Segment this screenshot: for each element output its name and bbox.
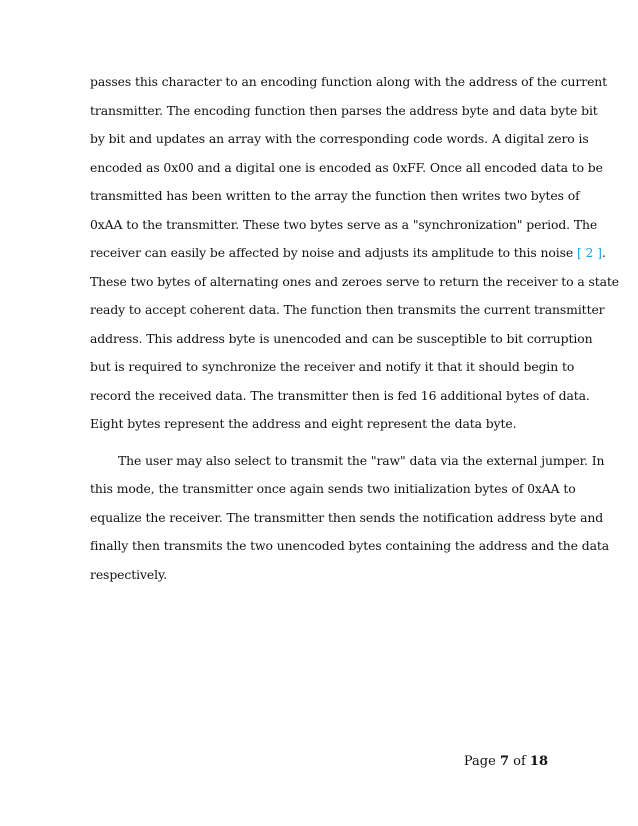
- text-line: passes this character to an encoding function along with the address of the current: [90, 74, 608, 89]
- text-line: respectively.: [90, 566, 168, 582]
- text-line: record the received data. The transmitter then is fed 16 additional bytes of data.: [90, 387, 590, 403]
- text-line: finally then transmits the two unencoded bytes containing the address and the data: [90, 538, 610, 553]
- text-line: encoded as 0x00 and a digital one is encoded as 0xFF. Once all encoded data to be: [90, 159, 603, 175]
- text-line-with-citation: [90, 239, 606, 268]
- text-line: but is required to synchronize the receiver and notify it that it should begin to: [90, 359, 575, 374]
- paragraph-2: [90, 447, 610, 590]
- text-line: These two bytes of alternating ones and zeroes serve to return the receiver to a state: [90, 273, 620, 289]
- citation-link[interactable]: [ 2 ]: [576, 245, 602, 260]
- text-line: equalize the receiver. The transmitter then sends the notification address byte and: [90, 509, 604, 525]
- page-number-footer: [464, 754, 548, 769]
- document-body: [90, 68, 620, 589]
- text-line: this mode, the transmitter once again sends two initialization bytes of 0xAA to: [90, 481, 576, 496]
- paragraph-1: [90, 68, 620, 439]
- current-page-number: 7: [499, 754, 509, 769]
- text-line: Eight bytes represent the address and eight represent the data byte.: [90, 416, 517, 431]
- page-label: Page: [463, 754, 500, 769]
- text-segment: .: [601, 245, 606, 260]
- text-line: transmitter. The encoding function then parses the address byte and data byte bit: [90, 102, 598, 118]
- text-line: transmitted has been written to the array the function then writes two bytes of: [90, 188, 580, 203]
- paragraph-spacer: [90, 439, 560, 447]
- text-line: ready to accept coherent data. The function then transmits the current transmitter: [90, 302, 605, 317]
- text-line: address. This address byte is unencoded and can be susceptible to bit corruption: [90, 330, 593, 346]
- of-label: of: [509, 754, 530, 769]
- text-line: by bit and updates an array with the corresponding code words. A digital zero is: [90, 131, 589, 146]
- text-segment: receiver can easily be affected by noise and adjusts its amplitude to this noise: [90, 245, 577, 260]
- total-pages-number: 18: [529, 754, 548, 769]
- text-line: The user may also select to transmit the "raw" data via the external jumper. In: [118, 452, 605, 468]
- text-line: 0xAA to the transmitter. These two bytes serve as a "synchronization" period. The: [90, 216, 598, 232]
